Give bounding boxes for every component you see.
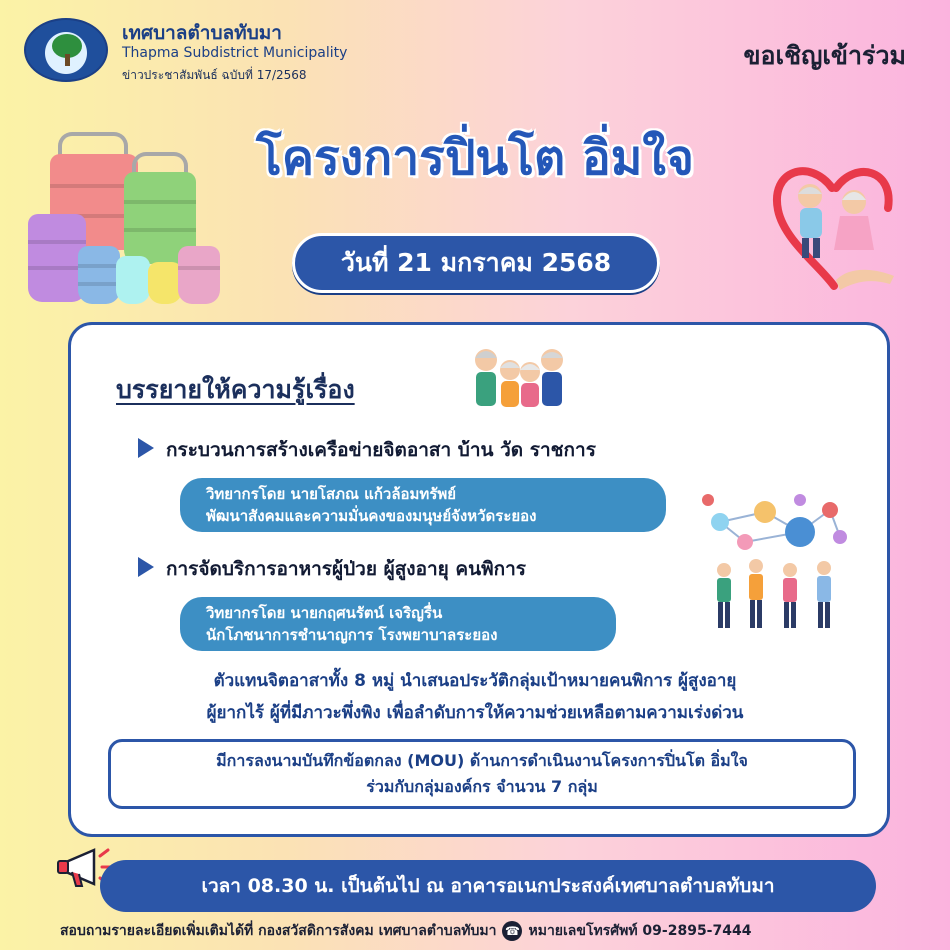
lecture-heading: บรรยายให้ความรู้เรื่อง: [116, 375, 355, 404]
contact-phone: หมายเลขโทรศัพท์ 09-2895-7444: [528, 923, 752, 939]
event-date: วันที่ 21 มกราคม 2568: [292, 233, 660, 293]
elderly-couple-heart-illustration: [770, 158, 900, 300]
speaker-info: [180, 478, 666, 532]
org-name-th: เทศบาลตำบลทับมา: [122, 22, 282, 44]
speaker-position: นักโภชนาการชำนาญการ โรงพยาบาลระยอง: [206, 626, 498, 644]
contact-line: [60, 920, 890, 942]
speaker-name: วิทยากรโดย นายกฤศนรัตน์ เจริญรื่น: [206, 604, 443, 622]
project-title: โครงการปิ่นโต อิ่มใจ: [256, 130, 694, 186]
representatives-line2: ผู้ยากไร้ ผู้ที่มีภาวะพึ่งพิง เพื่อลำดับการให้ความช่วยเหลือตามความเร่งด่วน: [206, 703, 744, 723]
phone-icon: ☎: [502, 921, 522, 941]
invite-heading: ขอเชิญเข้าร่วม: [743, 41, 906, 70]
bullet-arrow-icon: [138, 557, 154, 577]
mou-box: [108, 739, 856, 809]
municipality-seal-icon: [24, 18, 108, 82]
bullet-arrow-icon: [138, 438, 154, 458]
representatives-line1: ตัวแทนจิตอาสาทั้ง 8 หมู่ นำเสนอประวัติกลุ่มเป้าหมายคนพิการ ผู้สูงอายุ: [213, 671, 737, 691]
topic-title: กระบวนการสร้างเครือข่ายจิตอาสา บ้าน วัด ราชการ: [166, 439, 596, 461]
contact-text: สอบถามรายละเอียดเพิ่มเติมได้ที่ กองสวัสดิการสังคม เทศบาลตำบลทับมา: [60, 923, 497, 939]
time-place-bar: เวลา 08.30 น. เป็นต้นไป ณ อาคารอเนกประสงค์เทศบาลตำบลทับมา: [100, 860, 876, 912]
mou-line1: มีการลงนามบันทึกข้อตกลง (MOU) ด้านการดำเนินงานโครงการปิ่นโต อิ่มใจ: [216, 751, 748, 770]
speaker-info: [180, 597, 616, 651]
people-network-illustration: [700, 492, 850, 632]
representatives-text: [0, 665, 950, 729]
speaker-position: พัฒนาสังคมและความมั่นคงของมนุษย์จังหวัดระยอง: [206, 507, 537, 525]
elderly-group-illustration: [466, 344, 574, 408]
org-name-en: Thapma Subdistrict Municipality: [122, 45, 348, 61]
issue-number: ข่าวประชาสัมพันธ์ ฉบับที่ 17/2568: [122, 68, 307, 82]
speaker-name: วิทยากรโดย นายโสภณ แก้วล้อมทรัพย์: [206, 485, 457, 503]
mou-line2: ร่วมกับกลุ่มองค์กร จำนวน 7 กลุ่ม: [366, 777, 598, 796]
topic-title: การจัดบริการอาหารผู้ป่วย ผู้สูงอายุ คนพิการ: [166, 558, 527, 580]
